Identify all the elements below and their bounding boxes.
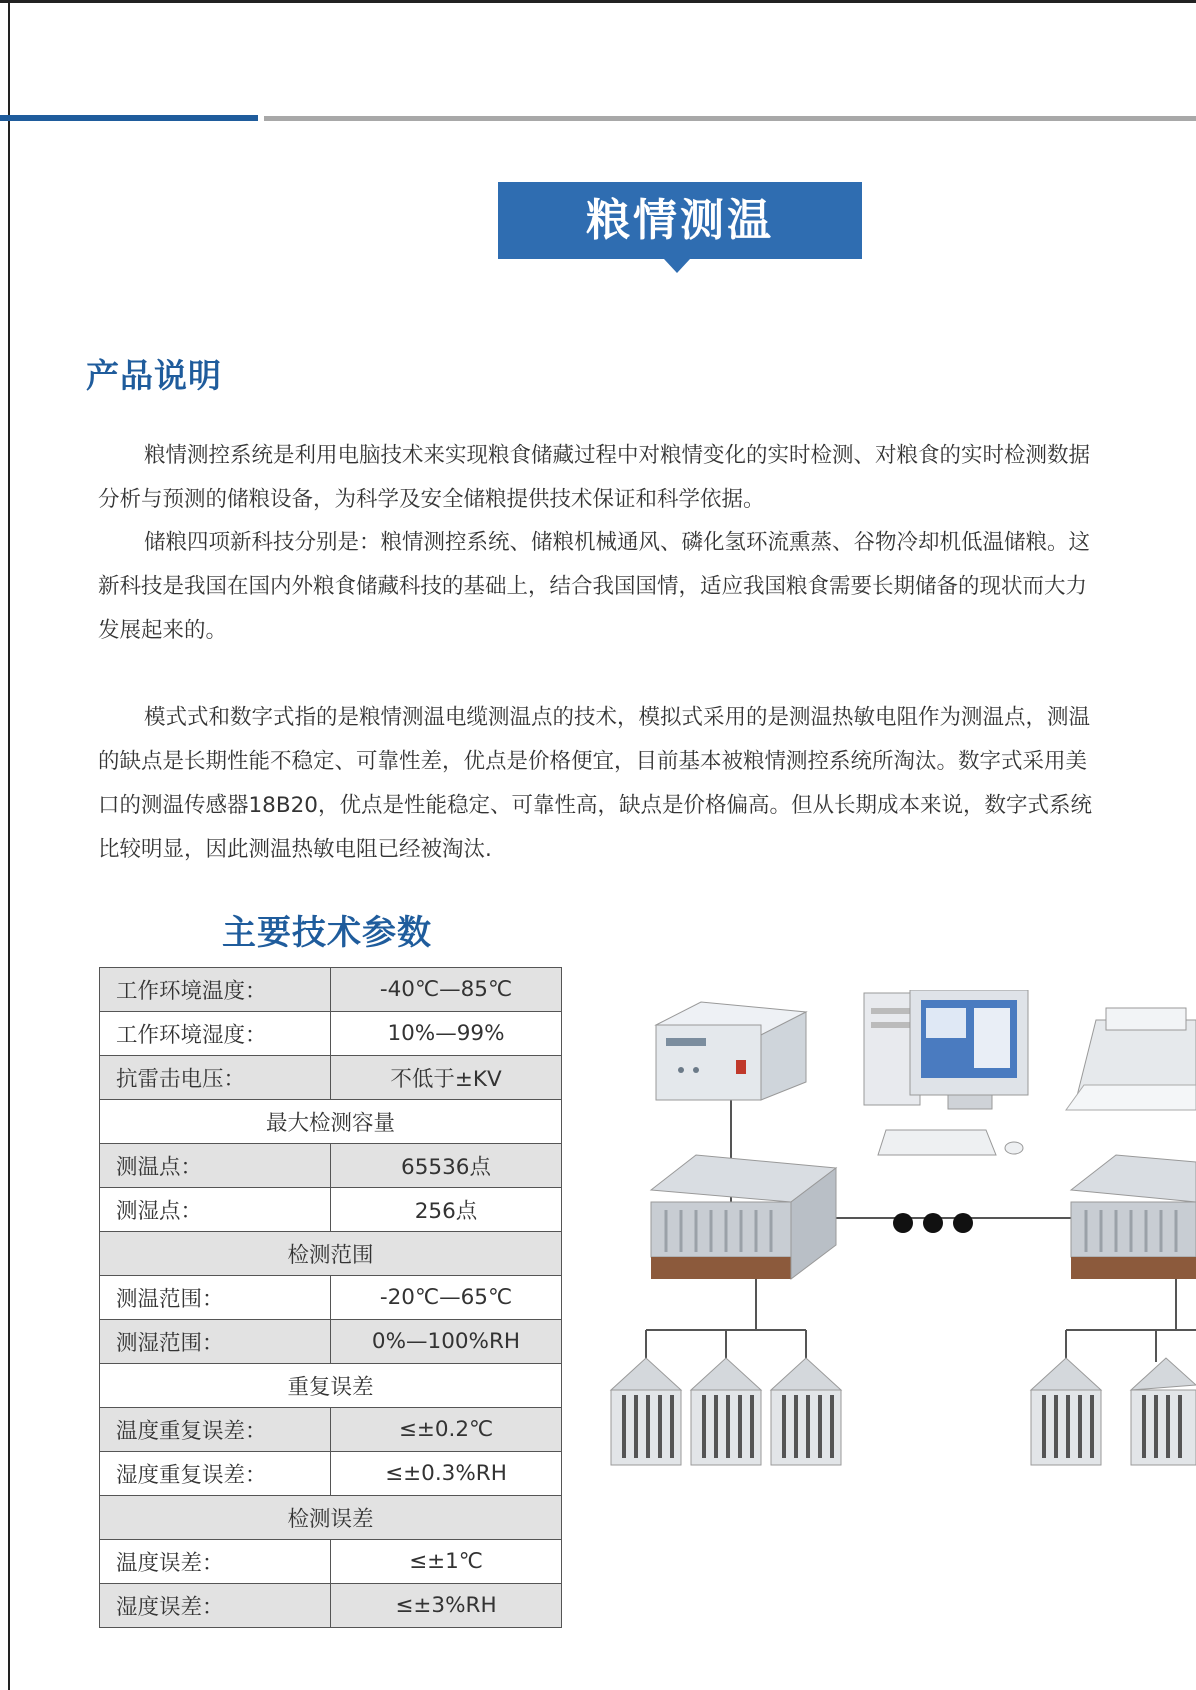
paragraph-2 bbox=[98, 521, 1196, 653]
table-row bbox=[100, 1056, 562, 1100]
table-row bbox=[100, 1012, 562, 1056]
param-value-cell: ≤±3%RH bbox=[331, 1584, 562, 1628]
param-value-cell: -20℃—65℃ bbox=[331, 1276, 562, 1320]
desktop-computer-icon bbox=[864, 990, 1028, 1155]
table-row bbox=[100, 1408, 562, 1452]
table-row bbox=[100, 1496, 562, 1540]
param-value-cell: 256点 bbox=[331, 1188, 562, 1232]
section-heading-params: 主要技术参数 bbox=[222, 913, 432, 953]
group-header-cell: 最大检测容量 bbox=[100, 1100, 562, 1144]
param-label-cell: 工作环境温度： bbox=[100, 968, 331, 1012]
param-label-cell: 温度误差： bbox=[100, 1540, 331, 1584]
table-row bbox=[100, 1320, 562, 1364]
paragraph-3 bbox=[98, 696, 1196, 872]
param-value-cell: ≤±0.3%RH bbox=[331, 1452, 562, 1496]
extension-unit-icon bbox=[651, 1155, 836, 1279]
table-row bbox=[100, 1144, 562, 1188]
paragraph-2-line: 发展起来的。 bbox=[98, 618, 228, 643]
extension-unit-icon bbox=[1071, 1155, 1196, 1279]
table-row bbox=[100, 1276, 562, 1320]
table-row bbox=[100, 1364, 562, 1408]
grain-silo-icon bbox=[771, 1358, 841, 1465]
grain-silo-icon bbox=[1131, 1358, 1196, 1465]
group-header-cell: 重复误差 bbox=[100, 1364, 562, 1408]
param-value-cell: 10%—99% bbox=[331, 1012, 562, 1056]
system-diagram bbox=[596, 990, 1196, 1590]
paragraph-3-line: 的缺点是长期性能不稳定、可靠性差，优点是价格便宜，目前基本被粮情测控系统所淘汰。数字式采用美 bbox=[98, 749, 1088, 774]
paragraph-1 bbox=[98, 434, 1196, 522]
table-row bbox=[100, 1540, 562, 1584]
paragraph-3-line: 口的测温传感器18B20，优点是性能稳定、可靠性高，缺点是价格偏高。但从长期成本来说，数字式系统 bbox=[98, 793, 1092, 818]
grain-silo-icon bbox=[1031, 1358, 1101, 1465]
param-label-cell: 测湿点： bbox=[100, 1188, 331, 1232]
param-label-cell: 抗雷击电压： bbox=[100, 1056, 331, 1100]
paragraph-1-line: 分析与预测的储粮设备，为科学及安全储粮提供技术保证和科学依据。 bbox=[98, 487, 765, 512]
printer-icon bbox=[1066, 1008, 1196, 1110]
param-label-cell: 湿度误差： bbox=[100, 1584, 331, 1628]
table-row bbox=[100, 1100, 562, 1144]
param-value-cell: 不低于±KV bbox=[331, 1056, 562, 1100]
page-title: 粮情测温 bbox=[498, 182, 862, 259]
param-label-cell: 工作环境湿度： bbox=[100, 1012, 331, 1056]
paragraph-1-line: 粮情测控系统是利用电脑技术来实现粮食储藏过程中对粮情变化的实时检测、对粮食的实时检测数据 bbox=[144, 443, 1091, 468]
param-value-cell: -40℃—85℃ bbox=[331, 968, 562, 1012]
paragraph-2-line: 储粮四项新科技分别是：粮情测控系统、储粮机械通风、磷化氢环流熏蒸、谷物冷却机低温储粮。这 bbox=[144, 530, 1091, 555]
param-label-cell: 测温范围： bbox=[100, 1276, 331, 1320]
title-notch bbox=[664, 259, 690, 273]
paragraph-2-line: 新科技是我国在国内外粮食储藏科技的基础上，结合我国国情，适应我国粮食需要长期储备的现状而大力 bbox=[98, 574, 1088, 599]
top-border bbox=[0, 0, 1196, 3]
table-row bbox=[100, 968, 562, 1012]
param-value-cell: ≤±0.2℃ bbox=[331, 1408, 562, 1452]
grain-silo-icon bbox=[691, 1358, 761, 1465]
controller-box-icon bbox=[656, 1002, 806, 1100]
table-row bbox=[100, 1584, 562, 1628]
table-row bbox=[100, 1232, 562, 1276]
ellipsis-dots bbox=[893, 1213, 973, 1233]
header-rule-blue bbox=[0, 115, 258, 121]
param-label-cell: 温度重复误差： bbox=[100, 1408, 331, 1452]
param-value-cell: ≤±1℃ bbox=[331, 1540, 562, 1584]
param-label-cell: 测温点： bbox=[100, 1144, 331, 1188]
group-header-cell: 检测范围 bbox=[100, 1232, 562, 1276]
left-border bbox=[8, 0, 10, 1690]
param-label-cell: 测湿范围： bbox=[100, 1320, 331, 1364]
grain-silo-icon bbox=[611, 1358, 681, 1465]
section-heading-product: 产品说明 bbox=[86, 356, 222, 395]
paragraph-3-line: 模式式和数字式指的是粮情测温电缆测温点的技术，模拟式采用的是测温热敏电阻作为测温点，测温 bbox=[144, 705, 1091, 730]
param-value-cell: 0%—100%RH bbox=[331, 1320, 562, 1364]
params-table bbox=[99, 967, 562, 1628]
paragraph-3-line: 比较明显，因此测温热敏电阻已经被淘汰. bbox=[98, 837, 492, 862]
param-label-cell: 湿度重复误差： bbox=[100, 1452, 331, 1496]
table-row bbox=[100, 1188, 562, 1232]
table-row bbox=[100, 1452, 562, 1496]
header-rule-gray bbox=[264, 116, 1196, 121]
param-value-cell: 65536点 bbox=[331, 1144, 562, 1188]
group-header-cell: 检测误差 bbox=[100, 1496, 562, 1540]
